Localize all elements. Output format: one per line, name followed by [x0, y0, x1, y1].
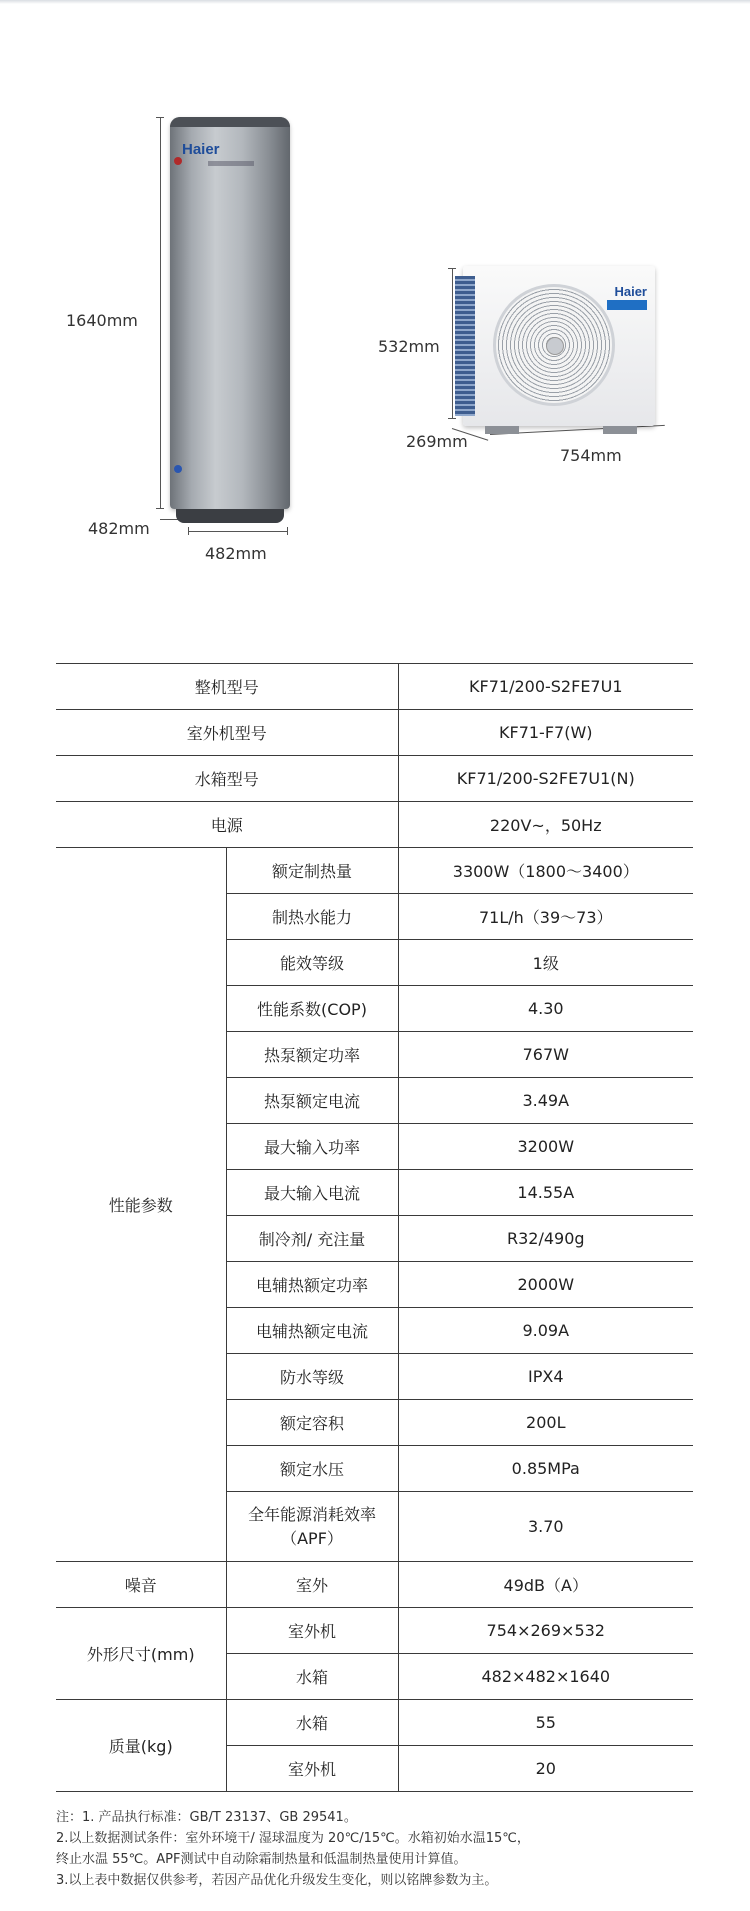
note-line: 3.以上表中数据仅供参考，若因产品优化升级发生变化，则以铭牌参数为主。 [56, 1873, 498, 1888]
row-label: 水箱 [226, 1654, 398, 1700]
row-value: IPX4 [398, 1354, 693, 1400]
row-label: 电源 [56, 802, 398, 848]
row-label: 制热水能力 [226, 894, 398, 940]
row-label: 额定水压 [226, 1446, 398, 1492]
row-label: 电辅热额定电流 [226, 1308, 398, 1354]
tank-height-line [160, 117, 161, 509]
row-label: 能效等级 [226, 940, 398, 986]
row-label: 额定容积 [226, 1400, 398, 1446]
row-label: 室外 [226, 1562, 398, 1608]
table-row [56, 1700, 693, 1746]
tank-height-label: 1640mm [66, 311, 138, 330]
note-line: 注：1. 产品执行标准：GB/T 23137、GB 29541。 [56, 1810, 357, 1825]
table-row [56, 710, 693, 756]
row-value: 3300W（1800～3400） [398, 848, 693, 894]
fan-icon [493, 284, 615, 406]
row-label: 室外机 [226, 1608, 398, 1654]
group-label-weight: 质量(kg) [56, 1700, 226, 1792]
row-value: 482×482×1640 [398, 1654, 693, 1700]
row-label: 整机型号 [56, 664, 398, 710]
tank-width-line [188, 531, 288, 532]
water-tank-illustration [170, 117, 290, 509]
row-label: 额定制热量 [226, 848, 398, 894]
row-label: 防水等级 [226, 1354, 398, 1400]
row-value: 49dB（A） [398, 1562, 693, 1608]
outdoor-depth-label: 269mm [406, 432, 468, 451]
row-label: 性能系数(COP) [226, 986, 398, 1032]
row-value: 71L/h（39～73） [398, 894, 693, 940]
row-value: 9.09A [398, 1308, 693, 1354]
table-row [56, 1608, 693, 1654]
row-label: 室外机 [226, 1746, 398, 1792]
row-value: 1级 [398, 940, 693, 986]
row-value: 3200W [398, 1124, 693, 1170]
row-label: 电辅热额定功率 [226, 1262, 398, 1308]
group-label-size: 外形尺寸(mm) [56, 1608, 226, 1700]
row-value: KF71/200-S2FE7U1(N) [398, 756, 693, 802]
note-line: 2.以上数据测试条件：室外环境干/ 湿球温度为 20℃/15℃。水箱初始水温15℃， [56, 1831, 530, 1846]
row-label: 水箱 [226, 1700, 398, 1746]
group-label-performance: 性能参数 [56, 848, 226, 1562]
tank-depth-label: 482mm [88, 519, 150, 538]
row-value: KF71-F7(W) [398, 710, 693, 756]
table-row [56, 756, 693, 802]
note-line: 终止水温 55℃。APF测试中自动除霜制热量和低温制热量使用计算值。 [56, 1852, 467, 1867]
row-value: 55 [398, 1700, 693, 1746]
row-label: 热泵额定功率 [226, 1032, 398, 1078]
footnotes [56, 1807, 706, 1891]
outdoor-width-label: 754mm [560, 446, 622, 465]
outdoor-height-line [452, 268, 453, 418]
row-value: 3.49A [398, 1078, 693, 1124]
row-value: 3.70 [398, 1492, 693, 1562]
haier-logo: Haier [182, 141, 220, 158]
row-value: 200L [398, 1400, 693, 1446]
spec-table [56, 663, 693, 1792]
row-label: 最大输入功率 [226, 1124, 398, 1170]
row-value: 4.30 [398, 986, 693, 1032]
row-value: R32/490g [398, 1216, 693, 1262]
table-row [56, 1562, 693, 1608]
table-row [56, 802, 693, 848]
row-value: KF71/200-S2FE7U1 [398, 664, 693, 710]
outdoor-unit-illustration [463, 266, 655, 426]
tank-width-label: 482mm [205, 544, 267, 563]
row-value: 20 [398, 1746, 693, 1792]
outdoor-height-label: 532mm [378, 337, 440, 356]
row-value: 754×269×532 [398, 1608, 693, 1654]
row-value: 2000W [398, 1262, 693, 1308]
row-value: 0.85MPa [398, 1446, 693, 1492]
row-label: 热泵额定电流 [226, 1078, 398, 1124]
row-label: 水箱型号 [56, 756, 398, 802]
haier-logo-outdoor: Haier [614, 284, 647, 299]
inlet-port-icon [174, 465, 182, 473]
row-label: 制冷剂/ 充注量 [226, 1216, 398, 1262]
table-row [56, 664, 693, 710]
group-label-noise: 噪音 [56, 1562, 226, 1608]
row-label: 室外机型号 [56, 710, 398, 756]
row-label: 最大输入电流 [226, 1170, 398, 1216]
row-label: 全年能源消耗效率 （APF） [226, 1492, 398, 1562]
row-value: 14.55A [398, 1170, 693, 1216]
table-row [56, 848, 693, 894]
product-dimension-figure [0, 0, 750, 600]
outlet-port-icon [174, 157, 182, 165]
row-value: 767W [398, 1032, 693, 1078]
row-value: 220V~，50Hz [398, 802, 693, 848]
